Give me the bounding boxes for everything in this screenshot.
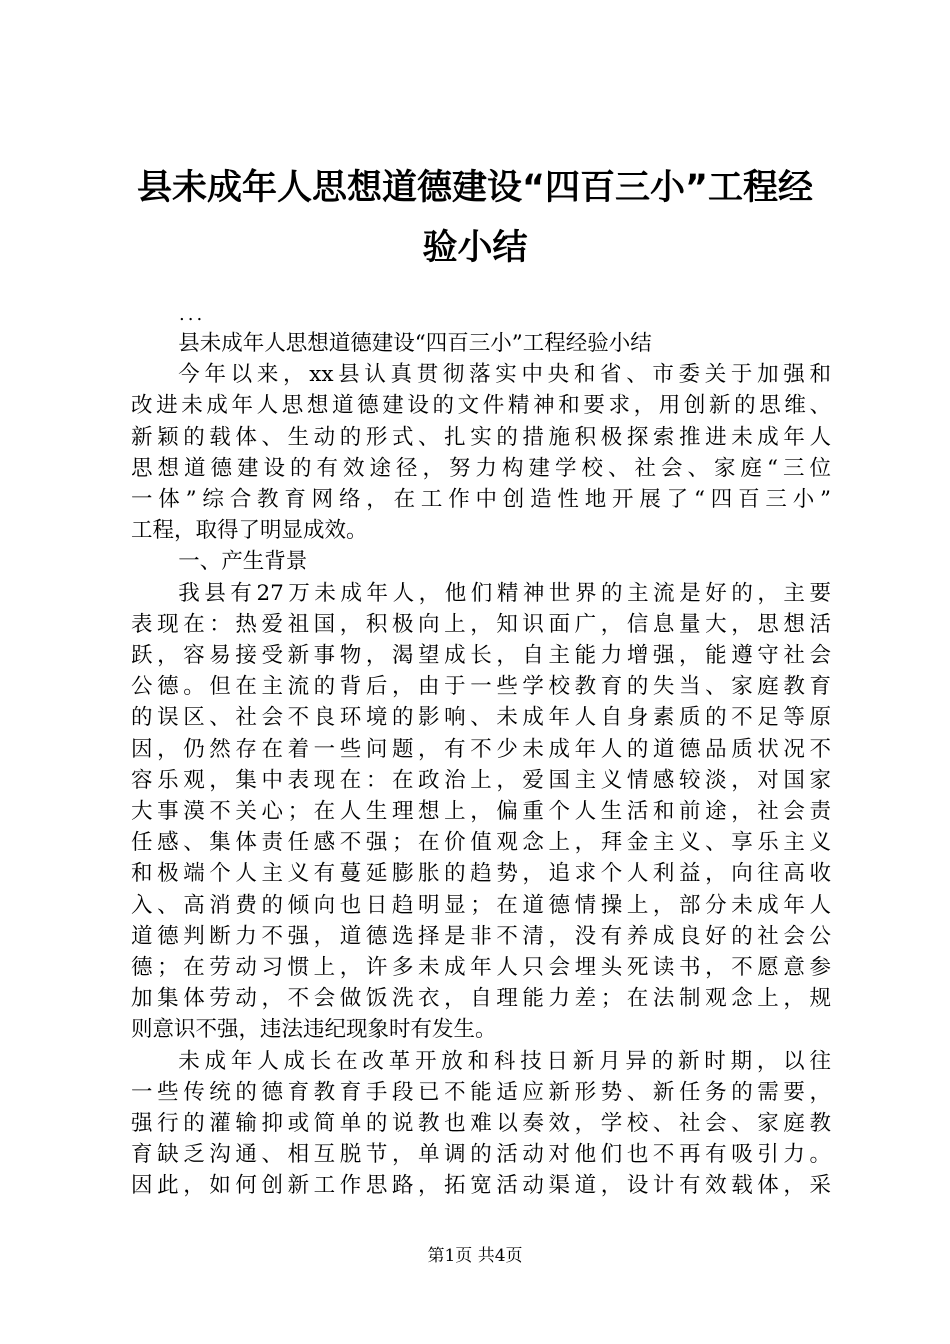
ellipsis-marker: ... — [179, 304, 206, 325]
paragraph-line: 则意识不强，违法违纪现象时有发生。 — [131, 1017, 497, 1043]
paragraph-line: 入、高消费的倾向也日趋明显；在道德情操上，部分未成年人 — [131, 892, 831, 918]
paragraph-line: 强行的灌输抑或简单的说教也难以奏效，学校、社会、家庭教 — [131, 1111, 831, 1137]
paragraph-line: 公德。但在主流的背后，由于一些学校教育的失当、家庭教育 — [131, 674, 831, 700]
paragraph-line: 思想道德建设的有效途径，努力构建学校、社会、家庭“三位 — [131, 455, 831, 481]
paragraph-line: 未成年人成长在改革开放和科技日新月异的新时期，以往 — [178, 1048, 831, 1074]
paragraph-line: 工程，取得了明显成效。 — [131, 518, 368, 544]
paragraph-line: 容乐观，集中表现在：在政治上，爱国主义情感较淡，对国家 — [131, 767, 831, 793]
paragraph — [131, 578, 831, 1046]
paragraph-line: 道德判断力不强，道德选择是非不清，没有养成良好的社会公 — [131, 923, 831, 949]
paragraph-line: 的误区、社会不良环境的影响、未成年人自身素质的不足等原 — [131, 705, 831, 731]
paragraph — [131, 546, 831, 577]
paragraph — [131, 359, 831, 546]
document-title — [100, 158, 850, 278]
paragraph-line: 一体”综合教育网络，在工作中创造性地开展了“四百三小” — [131, 487, 831, 513]
paragraph — [131, 328, 831, 359]
document-body — [131, 302, 831, 1202]
paragraph-line: 和极端个人主义有蔓延膨胀的趋势，追求个人利益，向往高收 — [131, 861, 831, 887]
paragraph-line: 新颖的载体、生动的形式、扎实的措施积极探索推进未成年人 — [131, 424, 831, 450]
paragraph-line: 德；在劳动习惯上，许多未成年人只会埋头死读书，不愿意参 — [131, 955, 831, 981]
paragraph-line: 今年以来，xx县认真贯彻落实中央和省、市委关于加强和 — [178, 362, 831, 388]
paragraph-line: 改进未成年人思想道德建设的文件精神和要求，用创新的思维、 — [131, 393, 831, 419]
title-line-1: 县未成年人思想道德建设“四百三小”工程经 — [136, 168, 813, 208]
page-footer: 第1页 共4页 — [427, 1246, 523, 1266]
paragraph-line: 因，仍然存在着一些问题，有不少未成年人的道德品质状况不 — [131, 736, 831, 762]
paragraph — [131, 1046, 831, 1202]
paragraph-list — [131, 328, 831, 1202]
paragraph-line: 任感、集体责任感不强；在价值观念上，拜金主义、享乐主义 — [131, 830, 831, 856]
paragraph-line: 县未成年人思想道德建设“四百三小”工程经验小结 — [178, 331, 652, 356]
paragraph-line: 一、产生背景 — [178, 549, 308, 575]
paragraph-line: 育缺乏沟通、相互脱节，单调的活动对他们也不再有吸引力。 — [131, 1142, 831, 1168]
paragraph-line: 一些传统的德育教育手段已不能适应新形势、新任务的需要， — [131, 1079, 831, 1105]
paragraph-line: 大事漠不关心；在人生理想上，偏重个人生活和前途，社会责 — [131, 799, 831, 825]
paragraph-line: 我县有27万未成年人，他们精神世界的主流是好的，主要 — [178, 580, 831, 606]
paragraph-line: 跃，容易接受新事物，渴望成长，自主能力增强，能遵守社会 — [131, 643, 831, 669]
title-line-2: 验小结 — [422, 228, 528, 268]
paragraph-line: 因此，如何创新工作思路，拓宽活动渠道，设计有效载体，采 — [131, 1173, 831, 1199]
paragraph-line: 加集体劳动，不会做饭洗衣，自理能力差；在法制观念上，规 — [131, 986, 831, 1012]
paragraph-line: 表现在：热爱祖国，积极向上，知识面广，信息量大，思想活 — [131, 611, 831, 637]
